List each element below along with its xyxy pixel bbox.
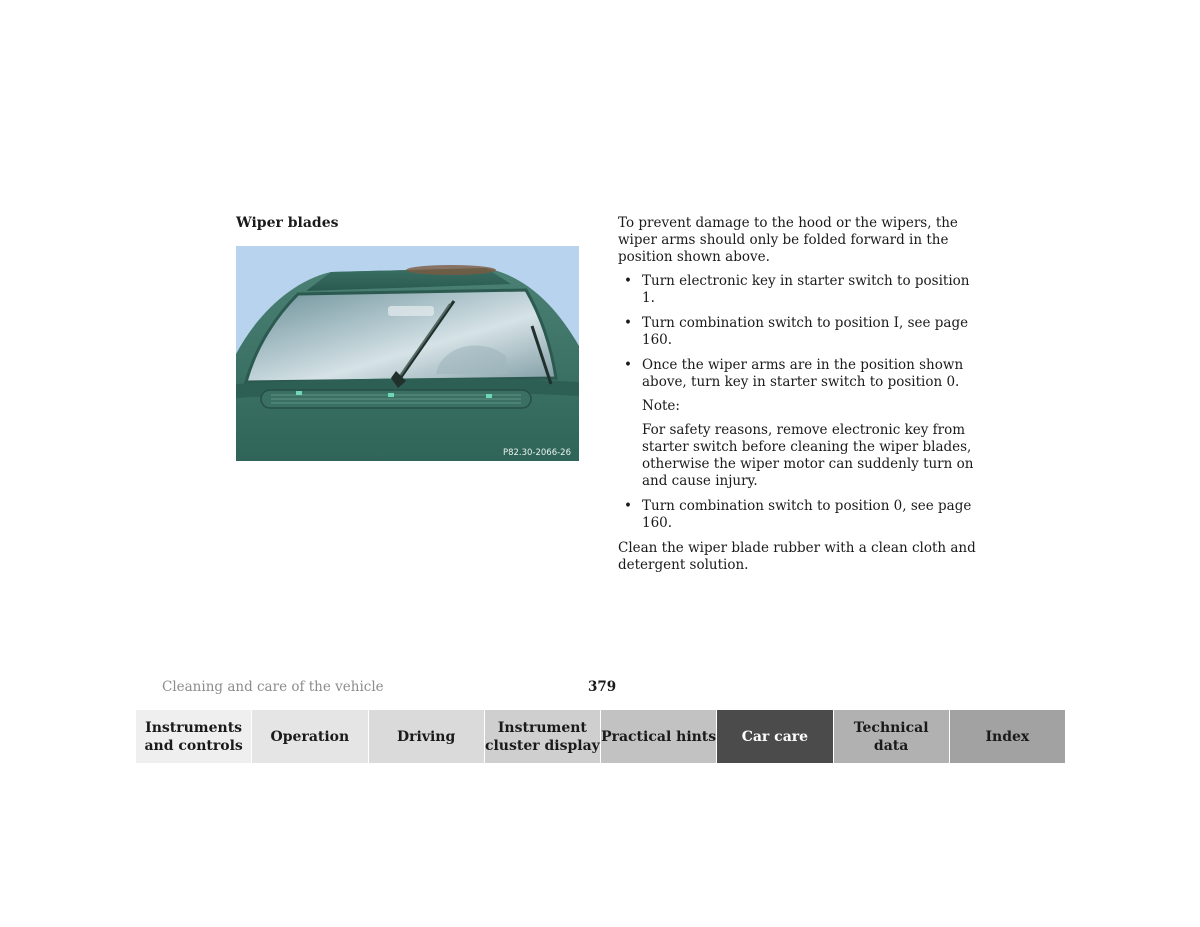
bullet: • bbox=[624, 357, 632, 373]
footer-section-title: Cleaning and care of the vehicle bbox=[162, 679, 384, 695]
page-number: 379 bbox=[588, 679, 617, 695]
wiper-illustration bbox=[236, 246, 579, 461]
instructions bbox=[618, 215, 978, 574]
tab-instruments-and-controls[interactable]: Instruments and controls bbox=[136, 710, 252, 763]
chapter-nav bbox=[136, 710, 1065, 763]
windshield-wiper-drawing bbox=[236, 246, 579, 461]
list-item bbox=[618, 315, 978, 349]
step-text: Turn combination switch to position I, see page 160. bbox=[642, 315, 969, 348]
list-item bbox=[618, 273, 978, 307]
step-list bbox=[618, 273, 978, 532]
tab-technical-data[interactable]: Technical data bbox=[834, 710, 950, 763]
section-heading: Wiper blades bbox=[236, 215, 339, 231]
bullet: • bbox=[624, 498, 632, 514]
bullet: • bbox=[624, 315, 632, 331]
closing-paragraph: Clean the wiper blade rubber with a clean cloth and detergent solution. bbox=[618, 540, 976, 573]
bullet: • bbox=[624, 273, 632, 289]
tab-practical-hints[interactable]: Practical hints bbox=[601, 710, 717, 763]
note-label: Note: bbox=[642, 398, 680, 414]
figure-code: P82.30-2066-26 bbox=[502, 448, 571, 458]
tab-instrument-cluster-display[interactable]: Instrument cluster display bbox=[485, 710, 601, 763]
step-text: Once the wiper arms are in the position shown above, turn key in starter switch to position 0. bbox=[642, 357, 964, 390]
step-text: Turn electronic key in starter switch to position 1. bbox=[642, 273, 970, 306]
note-text: For safety reasons, remove electronic key from starter switch before cleaning the wiper blades, otherwise the wiper motor can suddenly turn on and cause injury. bbox=[642, 422, 974, 489]
list-item bbox=[618, 498, 978, 532]
intro-paragraph: To prevent damage to the hood or the wipers, the wiper arms should only be folded forward in the position shown above. bbox=[618, 215, 958, 265]
tab-car-care[interactable]: Car care bbox=[717, 710, 833, 763]
tab-driving[interactable]: Driving bbox=[369, 710, 485, 763]
tab-index[interactable]: Index bbox=[950, 710, 1065, 763]
list-item bbox=[618, 357, 978, 490]
step-text: Turn combination switch to position 0, see page 160. bbox=[642, 498, 972, 531]
tab-operation[interactable]: Operation bbox=[252, 710, 368, 763]
